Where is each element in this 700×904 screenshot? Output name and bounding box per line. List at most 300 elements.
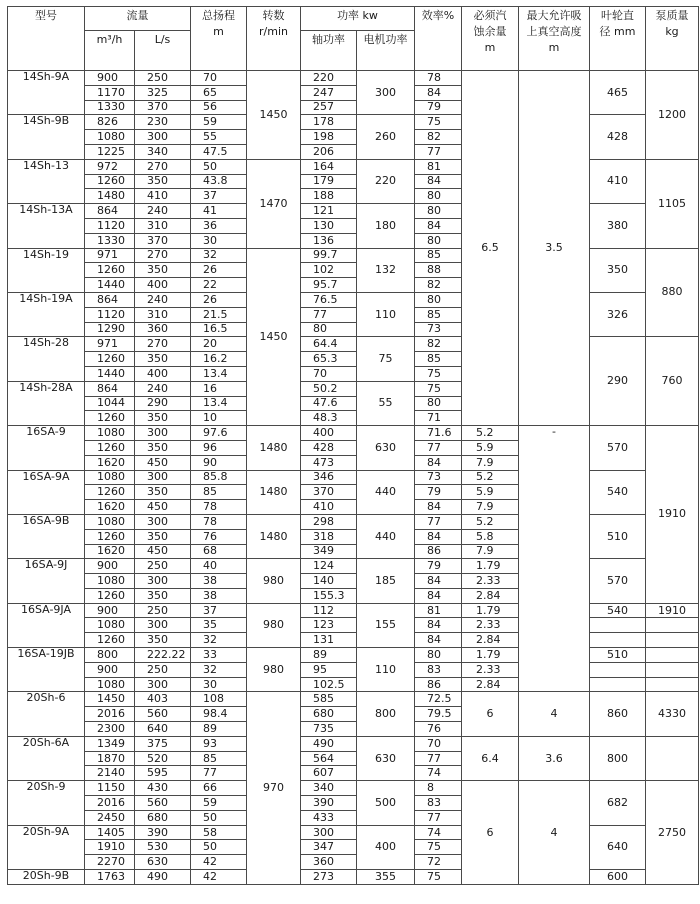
flow-ls-cell: 350 [135,440,191,455]
shaft-power-cell: 65.3 [301,352,357,367]
flow-ls-cell: 240 [135,204,191,219]
impeller-cell [590,618,646,633]
head-cell: 35 [191,618,247,633]
efficiency-cell: 77 [415,751,462,766]
weight-cell [646,618,699,633]
efficiency-cell: 81 [415,603,462,618]
weight-cell [646,662,699,677]
flow-m3h-cell: 1480 [85,189,135,204]
npsh-cell: 2.33 [462,618,519,633]
head-cell: 43.8 [191,174,247,189]
motor-power-cell: 155 [357,603,415,647]
npsh-cell: 5.9 [462,440,519,455]
shaft-power-cell: 735 [301,722,357,737]
header-suction-line-2: 上真空高度 [526,25,582,38]
npsh-cell: 1.79 [462,603,519,618]
suction-cell: - [519,426,590,692]
npsh-cell: 1.79 [462,559,519,574]
impeller-cell: 465 [590,71,646,115]
flow-m3h-cell: 2016 [85,796,135,811]
model-cell: 20Sh-9B [8,870,85,885]
impeller-cell [590,662,646,677]
flow-ls-cell: 400 [135,278,191,293]
header-suction [519,7,590,71]
flow-ls-cell: 450 [135,500,191,515]
efficiency-cell: 85 [415,307,462,322]
flow-m3h-cell: 1349 [85,736,135,751]
shaft-power-cell: 206 [301,144,357,159]
table-row [8,514,699,529]
flow-ls-cell: 250 [135,71,191,86]
motor-power-cell: 260 [357,115,415,159]
motor-power-cell: 440 [357,514,415,558]
head-cell: 41 [191,204,247,219]
head-cell: 89 [191,722,247,737]
efficiency-cell: 75 [415,366,462,381]
flow-m3h-cell: 864 [85,292,135,307]
flow-ls-cell: 300 [135,470,191,485]
flow-m3h-cell: 1620 [85,455,135,470]
header-npsh-line-2: 蚀余量 [473,25,507,38]
head-cell: 50 [191,840,247,855]
efficiency-cell: 80 [415,648,462,663]
shaft-power-cell: 340 [301,781,357,796]
impeller-cell: 410 [590,159,646,203]
impeller-cell: 380 [590,204,646,248]
header-shaft-power: 轴功率 [301,31,357,71]
flow-m3h-cell: 1260 [85,588,135,603]
npsh-cell: 1.79 [462,648,519,663]
efficiency-cell: 74 [415,825,462,840]
head-cell: 85 [191,485,247,500]
efficiency-cell: 88 [415,263,462,278]
shaft-power-cell: 64.4 [301,337,357,352]
motor-power-cell: 110 [357,292,415,336]
impeller-cell: 860 [590,692,646,736]
weight-cell [646,648,699,663]
shaft-power-cell: 360 [301,855,357,870]
shaft-power-cell: 155.3 [301,588,357,603]
head-cell: 59 [191,796,247,811]
speed-cell: 1470 [247,159,301,248]
weight-cell: 2750 [646,781,699,885]
efficiency-cell: 77 [415,810,462,825]
flow-m3h-cell: 1260 [85,174,135,189]
flow-ls-cell: 300 [135,618,191,633]
table-row [8,248,699,263]
shaft-power-cell: 130 [301,218,357,233]
efficiency-cell: 80 [415,292,462,307]
header-impeller-line-1: 叶轮直 [601,9,634,22]
motor-power-cell: 440 [357,470,415,514]
header-speed [247,7,301,71]
speed-cell: 1450 [247,248,301,426]
flow-ls-cell: 350 [135,352,191,367]
flow-m3h-cell: 900 [85,71,135,86]
flow-ls-cell: 222.22 [135,648,191,663]
speed-cell: 980 [247,559,301,603]
model-cell: 14Sh-13 [8,159,85,203]
shaft-power-cell: 390 [301,796,357,811]
efficiency-cell: 77 [415,440,462,455]
head-cell: 70 [191,71,247,86]
shaft-power-cell: 585 [301,692,357,707]
flow-ls-cell: 350 [135,529,191,544]
efficiency-cell: 79.5 [415,707,462,722]
header-speed-unit: r/min [259,25,288,38]
efficiency-cell: 77 [415,144,462,159]
flow-ls-cell: 430 [135,781,191,796]
weight-cell [646,677,699,692]
shaft-power-cell: 220 [301,71,357,86]
header-impeller [590,7,646,71]
impeller-cell: 540 [590,470,646,514]
shaft-power-cell: 123 [301,618,357,633]
head-cell: 16.5 [191,322,247,337]
flow-m3h-cell: 1440 [85,278,135,293]
head-cell: 90 [191,455,247,470]
efficiency-cell: 84 [415,85,462,100]
flow-ls-cell: 240 [135,381,191,396]
motor-power-cell: 180 [357,204,415,248]
header-suction-line-1: 最大允许吸 [526,9,582,22]
speed-cell: 970 [247,692,301,884]
impeller-cell: 640 [590,825,646,869]
header-model: 型号 [8,7,85,71]
table-row [8,662,699,677]
efficiency-cell: 71.6 [415,426,462,441]
motor-power-cell: 630 [357,426,415,470]
shaft-power-cell: 70 [301,366,357,381]
efficiency-cell: 72 [415,855,462,870]
head-cell: 32 [191,248,247,263]
flow-ls-cell: 360 [135,322,191,337]
speed-cell: 1480 [247,514,301,558]
head-cell: 16.2 [191,352,247,367]
head-cell: 22 [191,278,247,293]
motor-power-cell: 75 [357,337,415,381]
efficiency-cell: 77 [415,514,462,529]
head-cell: 42 [191,855,247,870]
flow-m3h-cell: 1120 [85,307,135,322]
efficiency-cell: 80 [415,204,462,219]
flow-m3h-cell: 1044 [85,396,135,411]
flow-m3h-cell: 900 [85,603,135,618]
head-cell: 33 [191,648,247,663]
shaft-power-cell: 80 [301,322,357,337]
head-cell: 30 [191,677,247,692]
flow-m3h-cell: 1260 [85,440,135,455]
shaft-power-cell: 112 [301,603,357,618]
motor-power-cell: 132 [357,248,415,292]
head-cell: 97.6 [191,426,247,441]
model-cell: 16SA-19JB [8,648,85,692]
flow-ls-cell: 375 [135,736,191,751]
npsh-cell: 7.9 [462,455,519,470]
suction-cell: 3.6 [519,736,590,780]
header-motor-power: 电机功率 [357,31,415,71]
flow-ls-cell: 560 [135,707,191,722]
flow-m3h-cell: 1260 [85,485,135,500]
impeller-cell: 510 [590,514,646,558]
model-cell: 16SA-9JA [8,603,85,647]
weight-cell: 1200 [646,71,699,160]
flow-m3h-cell: 1080 [85,426,135,441]
efficiency-cell: 75 [415,381,462,396]
header-flow: 流量 [85,7,191,31]
shaft-power-cell: 400 [301,426,357,441]
flow-ls-cell: 270 [135,248,191,263]
shaft-power-cell: 188 [301,189,357,204]
head-cell: 26 [191,263,247,278]
header-weight [646,7,699,71]
flow-m3h-cell: 1763 [85,870,135,885]
shaft-power-cell: 77 [301,307,357,322]
head-cell: 58 [191,825,247,840]
shaft-power-cell: 178 [301,115,357,130]
npsh-cell: 6 [462,781,519,885]
efficiency-cell: 79 [415,100,462,115]
impeller-cell: 510 [590,648,646,663]
flow-ls-cell: 680 [135,810,191,825]
head-cell: 38 [191,574,247,589]
npsh-cell: 7.9 [462,500,519,515]
head-cell: 26 [191,292,247,307]
shaft-power-cell: 50.2 [301,381,357,396]
npsh-cell: 5.2 [462,470,519,485]
npsh-cell: 7.9 [462,544,519,559]
flow-m3h-cell: 1120 [85,218,135,233]
shaft-power-cell: 346 [301,470,357,485]
weight-cell [646,736,699,780]
npsh-cell: 6.5 [462,71,519,426]
efficiency-cell: 84 [415,588,462,603]
flow-m3h-cell: 1440 [85,366,135,381]
flow-m3h-cell: 1260 [85,352,135,367]
flow-ls-cell: 310 [135,218,191,233]
impeller-cell: 326 [590,292,646,336]
model-cell: 14Sh-19A [8,292,85,336]
motor-power-cell: 355 [357,870,415,885]
flow-ls-cell: 350 [135,263,191,278]
flow-ls-cell: 340 [135,144,191,159]
weight-cell: 1105 [646,159,699,248]
flow-ls-cell: 325 [135,85,191,100]
head-cell: 66 [191,781,247,796]
head-cell: 20 [191,337,247,352]
flow-m3h-cell: 1290 [85,322,135,337]
flow-ls-cell: 350 [135,411,191,426]
flow-ls-cell: 250 [135,559,191,574]
shaft-power-cell: 102 [301,263,357,278]
flow-ls-cell: 490 [135,870,191,885]
flow-ls-cell: 270 [135,337,191,352]
model-cell: 20Sh-9A [8,825,85,869]
model-cell: 20Sh-6A [8,736,85,780]
speed-cell: 980 [247,648,301,692]
head-cell: 10 [191,411,247,426]
npsh-cell: 6 [462,692,519,736]
motor-power-cell: 400 [357,825,415,869]
table-row [8,337,699,352]
efficiency-cell: 81 [415,159,462,174]
head-cell: 16 [191,381,247,396]
efficiency-cell: 72.5 [415,692,462,707]
head-cell: 30 [191,233,247,248]
flow-ls-cell: 230 [135,115,191,130]
head-cell: 108 [191,692,247,707]
shaft-power-cell: 47.6 [301,396,357,411]
weight-cell: 760 [646,337,699,426]
model-cell: 16SA-9 [8,426,85,470]
shaft-power-cell: 179 [301,174,357,189]
impeller-cell: 800 [590,736,646,780]
flow-m3h-cell: 2300 [85,722,135,737]
npsh-cell: 5.9 [462,485,519,500]
head-cell: 50 [191,159,247,174]
shaft-power-cell: 347 [301,840,357,855]
efficiency-cell: 73 [415,470,462,485]
impeller-cell [590,633,646,648]
npsh-cell: 2.84 [462,588,519,603]
flow-m3h-cell: 864 [85,204,135,219]
table-row [8,115,699,130]
model-cell: 16SA-9B [8,514,85,558]
shaft-power-cell: 89 [301,648,357,663]
model-cell: 14Sh-9A [8,71,85,115]
pump-spec-table-container [7,6,699,885]
flow-m3h-cell: 2270 [85,855,135,870]
npsh-cell: 5.2 [462,514,519,529]
speed-cell: 980 [247,603,301,647]
efficiency-cell: 76 [415,722,462,737]
flow-m3h-cell: 1620 [85,544,135,559]
motor-power-cell: 55 [357,381,415,425]
header-row-1 [8,7,699,31]
head-cell: 38 [191,588,247,603]
flow-ls-cell: 300 [135,677,191,692]
npsh-cell: 6.4 [462,736,519,780]
flow-ls-cell: 350 [135,633,191,648]
flow-ls-cell: 300 [135,514,191,529]
flow-m3h-cell: 864 [85,381,135,396]
head-cell: 78 [191,500,247,515]
head-cell: 42 [191,870,247,885]
speed-cell: 1480 [247,470,301,514]
shaft-power-cell: 370 [301,485,357,500]
table-row [8,159,699,174]
flow-ls-cell: 350 [135,588,191,603]
head-cell: 32 [191,662,247,677]
header-speed-label: 转数 [262,9,285,22]
flow-ls-cell: 300 [135,426,191,441]
head-cell: 76 [191,529,247,544]
header-weight-line-2: kg [665,25,679,38]
flow-ls-cell: 640 [135,722,191,737]
npsh-cell: 2.33 [462,574,519,589]
shaft-power-cell: 318 [301,529,357,544]
table-row [8,633,699,648]
head-cell: 47.5 [191,144,247,159]
flow-m3h-cell: 1260 [85,633,135,648]
shaft-power-cell: 298 [301,514,357,529]
npsh-cell: 2.84 [462,677,519,692]
impeller-cell: 682 [590,781,646,825]
shaft-power-cell: 48.3 [301,411,357,426]
shaft-power-cell: 564 [301,751,357,766]
table-row [8,677,699,692]
header-efficiency: 效率% [415,7,462,71]
header-flow-ls: L/s [135,31,191,71]
efficiency-cell: 85 [415,248,462,263]
table-row [8,426,699,441]
weight-cell [646,633,699,648]
head-cell: 98.4 [191,707,247,722]
head-cell: 59 [191,115,247,130]
shaft-power-cell: 99.7 [301,248,357,263]
efficiency-cell: 86 [415,677,462,692]
head-cell: 96 [191,440,247,455]
motor-power-cell: 500 [357,781,415,825]
shaft-power-cell: 76.5 [301,292,357,307]
table-row [8,781,699,796]
table-row [8,204,699,219]
efficiency-cell: 73 [415,322,462,337]
head-cell: 77 [191,766,247,781]
flow-ls-cell: 350 [135,485,191,500]
flow-ls-cell: 370 [135,100,191,115]
impeller-cell [590,677,646,692]
head-cell: 21.5 [191,307,247,322]
weight-cell: 880 [646,248,699,337]
header-head-label: 总扬程 [202,9,235,22]
table-row [8,603,699,618]
shaft-power-cell: 102.5 [301,677,357,692]
weight-cell: 4330 [646,692,699,736]
model-cell: 14Sh-28A [8,381,85,425]
table-row [8,825,699,840]
efficiency-cell: 84 [415,574,462,589]
shaft-power-cell: 433 [301,810,357,825]
head-cell: 50 [191,810,247,825]
flow-m3h-cell: 1080 [85,470,135,485]
header-head [191,7,247,71]
shaft-power-cell: 349 [301,544,357,559]
impeller-cell: 428 [590,115,646,159]
flow-m3h-cell: 1080 [85,514,135,529]
suction-cell: 4 [519,692,590,736]
header-npsh-line-3: m [484,41,496,54]
head-cell: 78 [191,514,247,529]
efficiency-cell: 80 [415,233,462,248]
motor-power-cell: 220 [357,159,415,203]
shaft-power-cell: 95 [301,662,357,677]
flow-ls-cell: 403 [135,692,191,707]
flow-m3h-cell: 1150 [85,781,135,796]
impeller-cell: 600 [590,870,646,885]
efficiency-cell: 84 [415,218,462,233]
npsh-cell: 5.2 [462,426,519,441]
flow-ls-cell: 270 [135,159,191,174]
shaft-power-cell: 247 [301,85,357,100]
npsh-cell: 5.8 [462,529,519,544]
efficiency-cell: 82 [415,337,462,352]
weight-cell: 1910 [646,426,699,604]
motor-power-cell: 800 [357,692,415,736]
head-cell: 56 [191,100,247,115]
efficiency-cell: 84 [415,618,462,633]
header-suction-line-3: m [548,41,560,54]
